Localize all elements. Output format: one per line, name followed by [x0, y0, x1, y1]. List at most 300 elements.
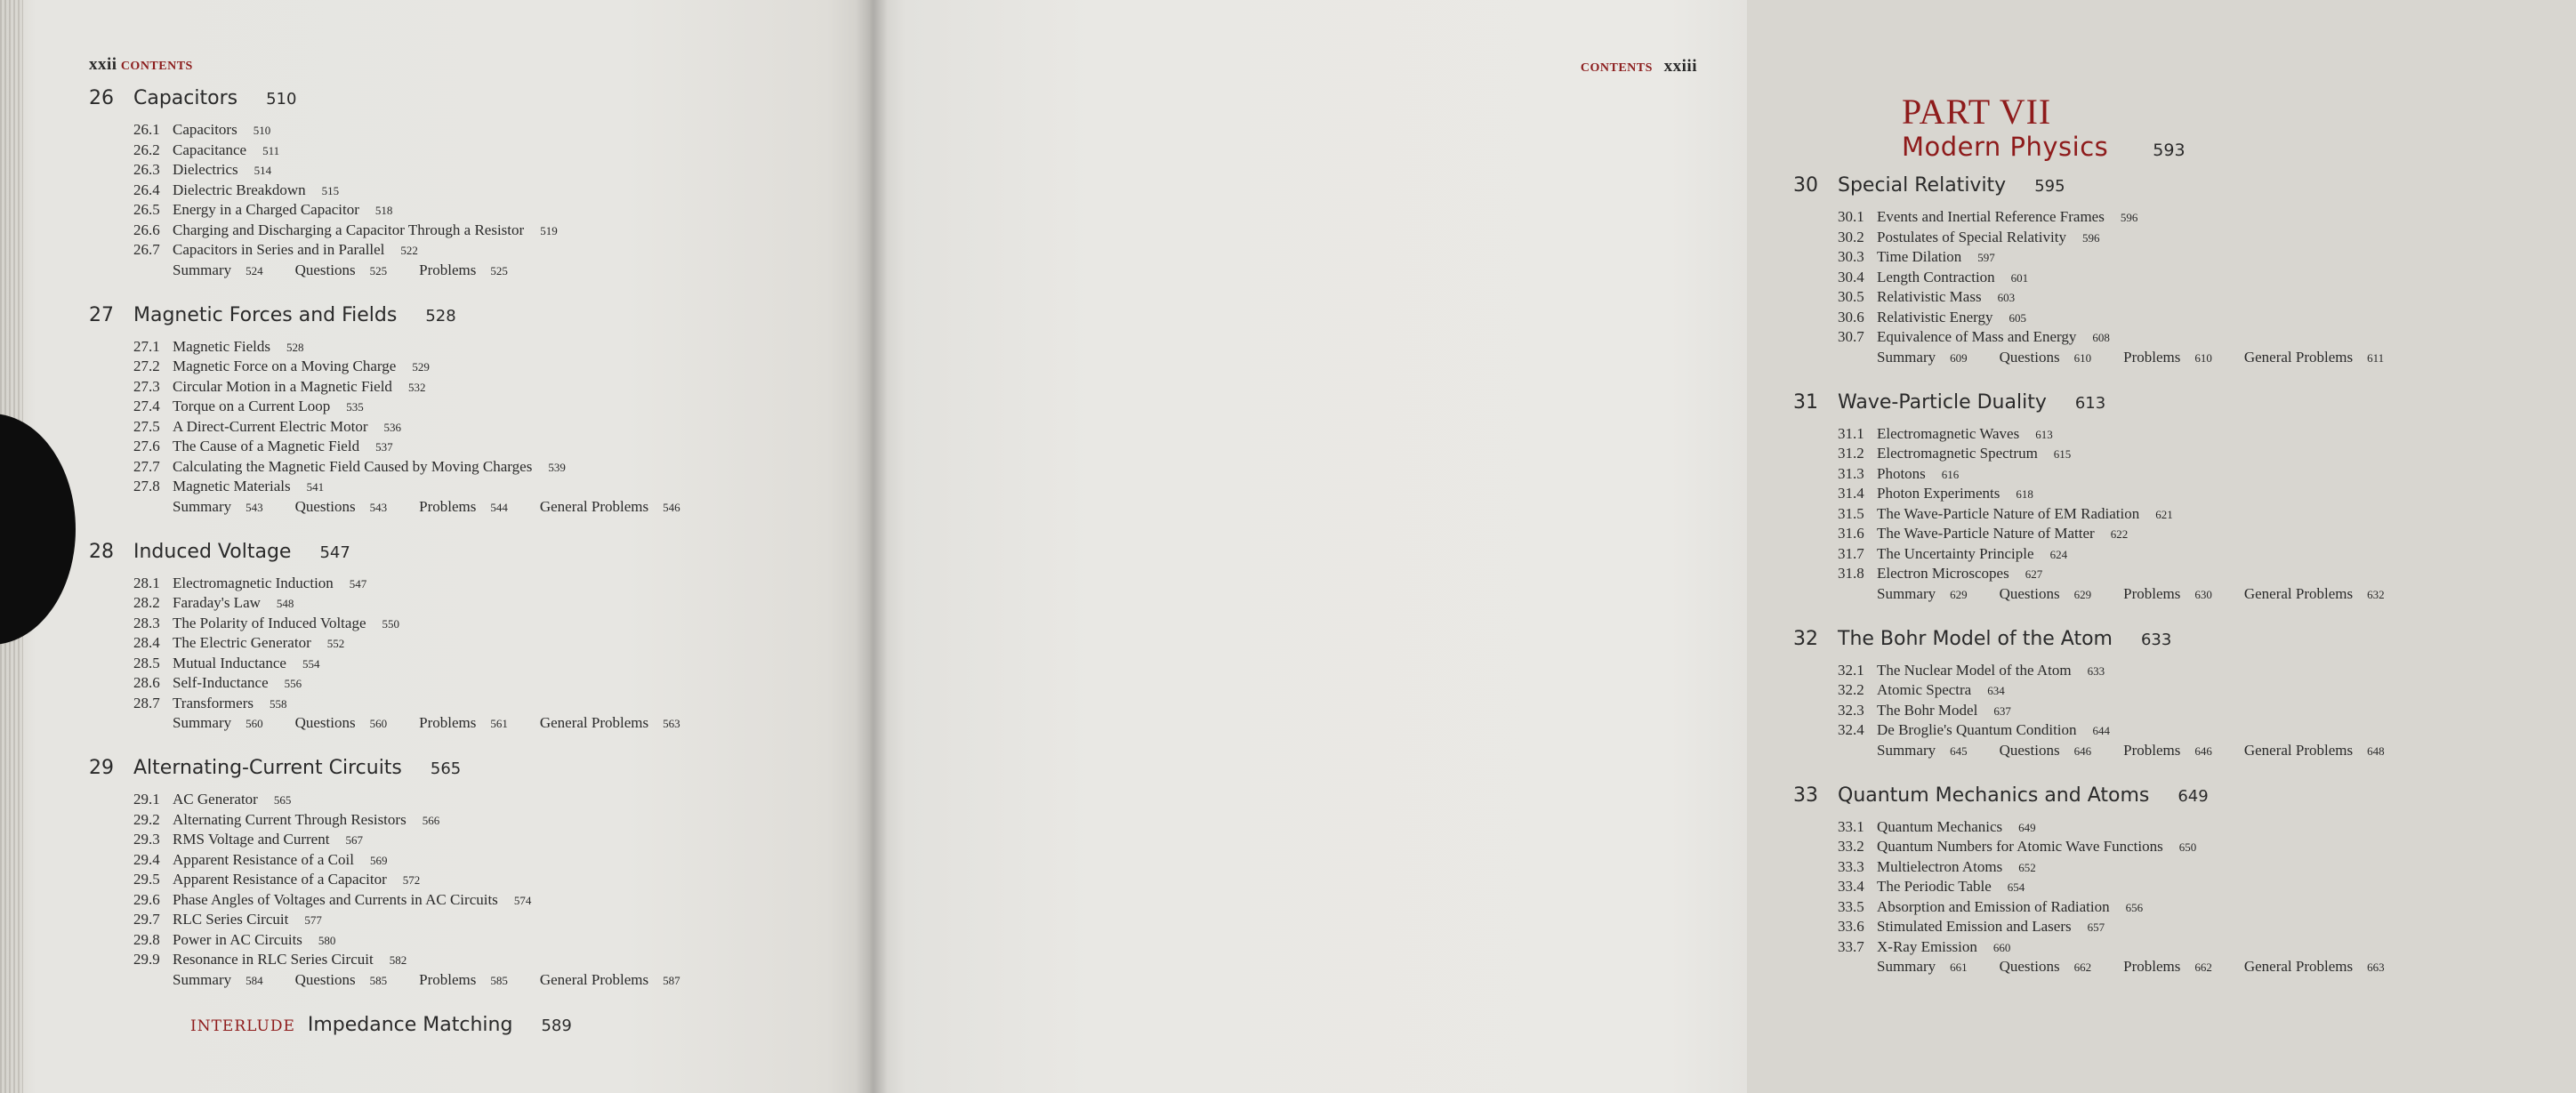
section-entry[interactable] — [1838, 857, 2576, 878]
end-matter-entry[interactable] — [2244, 584, 2385, 605]
end-matter-label: Problems — [2123, 348, 2181, 366]
section-entry[interactable] — [1838, 564, 2576, 584]
section-title: A Direct-Current Electric Motor — [173, 417, 368, 435]
section-title: Transformers — [173, 694, 254, 711]
section-page-number: 574 — [513, 893, 532, 907]
chapter-title: Alternating-Current Circuits — [133, 757, 402, 779]
section-title: Quantum Mechanics — [1877, 817, 2003, 835]
chapter-33 — [1793, 784, 2576, 978]
end-matter-page-number: 648 — [2367, 743, 2385, 758]
end-matter-entry[interactable] — [173, 713, 263, 734]
end-matter-entry[interactable] — [2000, 741, 2092, 761]
end-matter-label: General Problems — [539, 970, 649, 988]
section-page-number: 541 — [306, 480, 325, 494]
part-page-number: 593 — [2153, 141, 2186, 160]
section-page-number: 522 — [400, 244, 418, 257]
end-matter-entry[interactable] — [1877, 584, 1968, 605]
chapter-end-matter — [1877, 741, 2576, 761]
end-matter-label: Problems — [419, 261, 477, 278]
section-number: 26.2 — [133, 141, 160, 158]
end-matter-entry[interactable] — [540, 713, 680, 734]
interlude-label: INTERLUDE — [190, 1017, 295, 1035]
section-title: Length Contraction — [1877, 268, 1995, 285]
section-title: De Broglie's Quantum Condition — [1877, 721, 2077, 738]
section-page-number: 537 — [375, 440, 393, 454]
section-entry[interactable] — [133, 810, 765, 831]
section-entry[interactable] — [133, 377, 765, 398]
section-title: The Uncertainty Principle — [1877, 544, 2034, 562]
section-page-number: 539 — [548, 460, 566, 474]
left-running-head-label: CONTENTS — [120, 60, 193, 73]
section-number: 33.4 — [1838, 878, 1864, 895]
chapter-page-number: 649 — [2178, 786, 2209, 806]
section-entry[interactable] — [133, 673, 765, 694]
chapter-heading[interactable] — [89, 304, 765, 326]
end-matter-entry[interactable] — [295, 497, 388, 518]
section-page-number: 554 — [302, 656, 320, 671]
end-matter-entry[interactable] — [1877, 741, 1968, 761]
section-entry[interactable] — [1838, 937, 2576, 958]
end-matter-label: Questions — [1999, 348, 2060, 366]
section-title: Dielectric Breakdown — [173, 181, 306, 198]
section-number: 27.5 — [133, 417, 160, 435]
section-entry[interactable] — [133, 357, 765, 377]
section-number: 29.3 — [133, 831, 160, 848]
section-page-number: 637 — [1993, 703, 2011, 718]
end-matter-page-number: 560 — [369, 717, 388, 730]
end-matter-label: Questions — [294, 261, 356, 278]
section-entry[interactable] — [133, 910, 765, 930]
section-number: 28.6 — [133, 674, 160, 691]
section-page-number: 633 — [2087, 663, 2105, 678]
interlude-page-number: 589 — [541, 1016, 572, 1035]
section-number: 30.4 — [1838, 268, 1864, 285]
section-number: 28.4 — [133, 634, 160, 651]
end-matter-label: Summary — [1877, 958, 1936, 975]
section-number: 26.1 — [133, 121, 160, 138]
chapter-number: 27 — [89, 303, 114, 326]
end-matter-entry[interactable] — [295, 713, 388, 734]
section-number: 30.5 — [1838, 288, 1864, 305]
section-number: 28.7 — [133, 694, 160, 711]
part-title: Modern Physics — [1902, 132, 2109, 162]
section-title: Magnetic Force on a Moving Charge — [173, 358, 397, 374]
chapter-end-matter — [1877, 957, 2576, 977]
end-matter-entry[interactable] — [173, 497, 263, 518]
section-entry[interactable] — [133, 160, 765, 181]
section-title: Equivalence of Mass and Energy — [1877, 328, 2077, 345]
section-entry[interactable] — [1838, 484, 2576, 504]
section-title: Phase Angles of Voltages and Currents in AC Circuits — [173, 890, 498, 908]
section-page-number: 569 — [369, 853, 388, 867]
section-page-number: 652 — [2018, 860, 2036, 874]
end-matter-page-number: 543 — [246, 500, 263, 514]
section-number: 28.1 — [133, 574, 160, 591]
section-title: Magnetic Materials — [173, 478, 291, 494]
chapter-heading[interactable] — [89, 757, 765, 779]
section-number: 26.6 — [133, 221, 160, 238]
chapter-end-matter — [173, 713, 765, 734]
section-number: 26.3 — [133, 161, 160, 178]
section-title: Apparent Resistance of a Coil — [173, 850, 354, 868]
part-heading — [1902, 92, 2576, 162]
end-matter-entry[interactable] — [1877, 348, 1968, 368]
end-matter-page-number: 584 — [246, 973, 263, 987]
end-matter-page-number: 632 — [2367, 587, 2385, 601]
end-matter-label: Questions — [1999, 584, 2060, 602]
end-matter-entry[interactable] — [419, 713, 508, 734]
right-running-head — [1581, 57, 1697, 76]
section-entry[interactable] — [1838, 701, 2576, 721]
end-matter-entry[interactable] — [2000, 957, 2092, 977]
section-number: 27.7 — [133, 457, 160, 475]
end-matter-label: Problems — [419, 970, 477, 988]
section-number: 31.8 — [1838, 565, 1864, 582]
section-entry[interactable] — [1838, 544, 2576, 565]
section-number: 31.4 — [1838, 485, 1864, 502]
section-number: 26.5 — [133, 201, 160, 218]
section-page-number: 519 — [540, 223, 558, 237]
section-page-number: 550 — [382, 616, 399, 631]
end-matter-page-number: 646 — [2073, 743, 2092, 758]
section-page-number: 556 — [284, 677, 302, 690]
section-page-number: 613 — [2035, 427, 2053, 441]
section-title: The Bohr Model — [1877, 701, 1978, 719]
section-page-number: 558 — [269, 696, 287, 711]
section-title: Events and Inertial Reference Frames — [1877, 208, 2105, 225]
section-entry[interactable] — [1838, 247, 2576, 268]
section-entry[interactable] — [133, 240, 765, 261]
section-page-number: 528 — [286, 340, 304, 354]
chapter-number: 33 — [1793, 784, 1818, 807]
section-entry[interactable] — [1838, 268, 2576, 288]
chapter-page-number: 633 — [2140, 630, 2172, 649]
chapter-heading[interactable] — [89, 541, 765, 563]
end-matter-page-number: 543 — [369, 500, 388, 514]
chapter-page-number: 510 — [266, 90, 297, 108]
section-title: Faraday's Law — [173, 594, 261, 611]
end-matter-page-number: 610 — [2194, 350, 2212, 365]
thumb — [0, 414, 76, 645]
section-entry[interactable] — [1838, 877, 2576, 897]
section-number: 29.4 — [133, 850, 160, 868]
section-entry[interactable] — [1838, 287, 2576, 308]
section-entry[interactable] — [133, 120, 765, 141]
end-matter-page-number: 544 — [490, 500, 508, 514]
section-number: 31.2 — [1838, 445, 1864, 462]
end-matter-page-number: 645 — [1950, 743, 1968, 758]
section-number: 27.6 — [133, 438, 160, 454]
right-running-head-label: CONTENTS — [1580, 61, 1653, 75]
section-page-number: 582 — [389, 953, 407, 967]
end-matter-entry[interactable] — [173, 970, 263, 991]
section-title: Capacitors — [173, 121, 237, 138]
section-entry[interactable] — [1838, 661, 2576, 681]
end-matter-entry[interactable] — [295, 970, 388, 991]
chapter-heading[interactable] — [1793, 174, 2576, 197]
section-title: The Nuclear Model of the Atom — [1877, 661, 2072, 679]
section-number: 33.7 — [1838, 937, 1864, 955]
section-entry[interactable] — [133, 181, 765, 201]
end-matter-entry[interactable] — [540, 970, 680, 991]
chapter-heading[interactable] — [89, 87, 765, 109]
end-matter-page-number: 661 — [1950, 960, 1968, 974]
chapter-page-number: 595 — [2034, 177, 2065, 196]
section-title: RMS Voltage and Current — [173, 831, 330, 848]
section-page-number: 596 — [2120, 211, 2138, 224]
section-title: AC Generator — [173, 791, 258, 808]
section-entry[interactable] — [1838, 817, 2576, 838]
end-matter-label: General Problems — [2243, 584, 2354, 602]
end-matter-label: Summary — [173, 714, 232, 731]
part-title-row — [1902, 132, 2576, 162]
end-matter-entry[interactable] — [540, 497, 680, 518]
end-matter-entry[interactable] — [2123, 741, 2212, 761]
section-entry[interactable] — [1838, 524, 2576, 544]
left-toc — [89, 87, 765, 1036]
end-matter-page-number: 585 — [369, 973, 388, 987]
section-title: Magnetic Fields — [173, 337, 271, 355]
section-page-number: 567 — [345, 833, 363, 847]
end-matter-label: Questions — [294, 970, 356, 988]
section-title: Calculating the Magnetic Field Caused by Moving Charges — [173, 457, 533, 475]
section-number: 27.8 — [133, 478, 160, 494]
section-list — [133, 790, 765, 991]
section-page-number: 654 — [2007, 880, 2025, 894]
section-page-number: 518 — [374, 204, 393, 217]
section-page-number: 621 — [2155, 507, 2173, 521]
end-matter-entry[interactable] — [419, 497, 508, 518]
chapter-page-number: 565 — [430, 759, 462, 778]
section-page-number: 650 — [2178, 840, 2197, 854]
section-number: 30.3 — [1838, 248, 1864, 265]
section-title: Multielectron Atoms — [1877, 857, 2003, 875]
section-title: The Cause of a Magnetic Field — [173, 438, 360, 454]
end-matter-page-number: 662 — [2073, 960, 2092, 974]
end-matter-entry[interactable] — [2123, 584, 2212, 605]
chapter-number: 30 — [1793, 174, 1818, 197]
section-entry[interactable] — [1838, 897, 2576, 918]
section-entry[interactable] — [133, 930, 765, 951]
section-title: The Wave-Particle Nature of EM Radiation — [1877, 504, 2140, 522]
section-entry[interactable] — [133, 417, 765, 438]
section-entry[interactable] — [133, 633, 765, 654]
section-entry[interactable] — [133, 457, 765, 478]
section-title: Capacitors in Series and in Parallel — [173, 241, 385, 258]
part-label: PART VII — [1902, 92, 2052, 132]
section-page-number: 605 — [2008, 310, 2026, 325]
end-matter-page-number: 629 — [1950, 587, 1968, 601]
section-title: Dielectrics — [173, 161, 238, 178]
section-title: Atomic Spectra — [1877, 681, 1972, 698]
chapter-title: Magnetic Forces and Fields — [133, 303, 398, 326]
end-matter-entry[interactable] — [2123, 957, 2212, 977]
section-page-number: 649 — [2018, 820, 2036, 834]
section-list — [133, 574, 765, 735]
section-title: Electromagnetic Spectrum — [1877, 445, 2038, 462]
section-list — [1838, 817, 2576, 978]
chapter-31 — [1793, 391, 2576, 605]
end-matter-entry[interactable] — [295, 261, 388, 281]
chapter-title: Wave-Particle Duality — [1838, 390, 2047, 414]
end-matter-label: General Problems — [2243, 741, 2354, 759]
end-matter-entry[interactable] — [1877, 957, 1968, 977]
chapter-end-matter — [173, 497, 765, 518]
section-number: 32.1 — [1838, 661, 1864, 679]
section-entry[interactable] — [133, 141, 765, 161]
end-matter-label: Summary — [1877, 584, 1936, 602]
chapter-heading[interactable] — [1793, 391, 2576, 414]
section-number: 31.1 — [1838, 424, 1864, 442]
section-entry[interactable] — [1838, 464, 2576, 485]
section-entry[interactable] — [1838, 424, 2576, 445]
section-entry[interactable] — [133, 890, 765, 911]
section-entry[interactable] — [133, 614, 765, 634]
right-toc — [1793, 92, 2576, 1001]
section-title: Power in AC Circuits — [173, 930, 302, 948]
section-entry[interactable] — [1838, 680, 2576, 701]
section-entry[interactable] — [1838, 327, 2576, 348]
section-entry[interactable] — [133, 830, 765, 850]
section-entry[interactable] — [133, 654, 765, 674]
section-title: Apparent Resistance of a Capacitor — [173, 871, 387, 888]
end-matter-label: General Problems — [2243, 958, 2354, 975]
end-matter-entry[interactable] — [419, 970, 508, 991]
end-matter-entry[interactable] — [2123, 348, 2212, 368]
chapter-heading[interactable] — [1793, 784, 2576, 807]
section-entry[interactable] — [1838, 308, 2576, 328]
left-page — [0, 0, 870, 1093]
section-entry[interactable] — [133, 437, 765, 457]
end-matter-page-number: 610 — [2073, 350, 2092, 365]
section-list — [133, 337, 765, 518]
end-matter-label: Problems — [2123, 584, 2181, 602]
section-entry[interactable] — [1838, 207, 2576, 228]
section-number: 27.1 — [133, 337, 160, 355]
section-page-number: 515 — [321, 183, 340, 197]
section-page-number: 608 — [2092, 331, 2110, 344]
end-matter-entry[interactable] — [2000, 584, 2092, 605]
end-matter-label: Problems — [2123, 741, 2181, 759]
section-number: 33.6 — [1838, 918, 1864, 935]
end-matter-page-number: 561 — [490, 717, 508, 730]
section-page-number: 565 — [273, 793, 292, 807]
chapter-title: Induced Voltage — [133, 540, 292, 563]
end-matter-entry[interactable] — [419, 261, 508, 281]
section-title: X-Ray Emission — [1877, 937, 1977, 955]
section-entry[interactable] — [133, 850, 765, 871]
end-matter-entry[interactable] — [173, 261, 263, 281]
section-entry[interactable] — [1838, 444, 2576, 464]
chapter-heading[interactable] — [1793, 628, 2576, 650]
section-title: Circular Motion in a Magnetic Field — [173, 377, 392, 395]
end-matter-label: Questions — [294, 714, 356, 731]
section-number: 27.2 — [133, 358, 160, 374]
section-page-number: 660 — [1992, 940, 2011, 954]
section-title: Self-Inductance — [173, 674, 269, 691]
chapter-end-matter — [173, 970, 765, 991]
section-entry[interactable] — [133, 200, 765, 221]
section-title: Relativistic Energy — [1877, 308, 1993, 325]
section-entry[interactable] — [1838, 837, 2576, 857]
end-matter-page-number: 609 — [1950, 350, 1968, 365]
section-entry[interactable] — [133, 337, 765, 358]
section-number: 29.7 — [133, 911, 160, 928]
section-title: Mutual Inductance — [173, 654, 286, 671]
section-entry[interactable] — [1838, 504, 2576, 525]
section-title: Electromagnetic Waves — [1877, 424, 2020, 442]
section-page-number: 572 — [402, 873, 421, 887]
end-matter-entry[interactable] — [2244, 957, 2385, 977]
end-matter-entry[interactable] — [2244, 348, 2384, 368]
section-number: 31.5 — [1838, 504, 1864, 522]
end-matter-label: Summary — [1877, 348, 1936, 366]
chapter-title: Capacitors — [133, 87, 238, 109]
chapter-page-number: 528 — [425, 306, 456, 325]
section-entry[interactable] — [133, 790, 765, 810]
section-entry[interactable] — [1838, 917, 2576, 937]
interlude-entry[interactable] — [190, 1014, 765, 1036]
chapter-end-matter — [173, 261, 765, 281]
section-number: 31.7 — [1838, 544, 1864, 562]
end-matter-label: Problems — [2123, 958, 2181, 975]
end-matter-label: Questions — [1999, 958, 2060, 975]
section-title: The Wave-Particle Nature of Matter — [1877, 525, 2095, 542]
section-entry[interactable] — [133, 694, 765, 714]
section-title: The Polarity of Induced Voltage — [173, 614, 366, 631]
end-matter-entry[interactable] — [2000, 348, 2092, 368]
end-matter-label: Summary — [173, 497, 232, 515]
end-matter-label: Summary — [173, 261, 232, 278]
section-entry[interactable] — [133, 477, 765, 497]
section-entry[interactable] — [133, 221, 765, 241]
end-matter-entry[interactable] — [2244, 741, 2385, 761]
section-number: 33.2 — [1838, 838, 1864, 855]
chapter-30 — [1793, 174, 2576, 368]
section-number: 29.8 — [133, 930, 160, 948]
end-matter-page-number: 524 — [246, 263, 263, 277]
section-page-number: 532 — [407, 380, 426, 394]
end-matter-label: Problems — [419, 714, 477, 731]
section-entry[interactable] — [133, 593, 765, 614]
section-number: 32.2 — [1838, 681, 1864, 698]
end-matter-page-number: 663 — [2367, 960, 2385, 974]
section-page-number: 529 — [412, 360, 430, 374]
section-page-number: 535 — [346, 400, 364, 414]
section-entry[interactable] — [1838, 720, 2576, 741]
section-title: Electromagnetic Induction — [173, 574, 334, 591]
end-matter-page-number: 563 — [663, 717, 680, 730]
section-entry[interactable] — [1838, 228, 2576, 248]
section-number: 29.6 — [133, 890, 160, 908]
chapter-end-matter — [1877, 584, 2576, 605]
section-entry[interactable] — [133, 950, 765, 970]
section-page-number: 552 — [326, 637, 345, 650]
section-entry[interactable] — [133, 574, 765, 594]
section-number: 33.1 — [1838, 817, 1864, 835]
section-entry[interactable] — [133, 870, 765, 890]
section-page-number: 634 — [1987, 684, 2005, 697]
book-gutter — [856, 0, 888, 1093]
end-matter-label: Summary — [173, 970, 232, 988]
end-matter-page-number: 585 — [490, 973, 508, 987]
section-page-number: 514 — [254, 164, 272, 177]
section-entry[interactable] — [133, 397, 765, 417]
section-number: 30.6 — [1838, 308, 1864, 325]
end-matter-page-number: 629 — [2073, 587, 2092, 601]
section-page-number: 615 — [2053, 447, 2072, 461]
right-page — [870, 0, 2385, 1093]
